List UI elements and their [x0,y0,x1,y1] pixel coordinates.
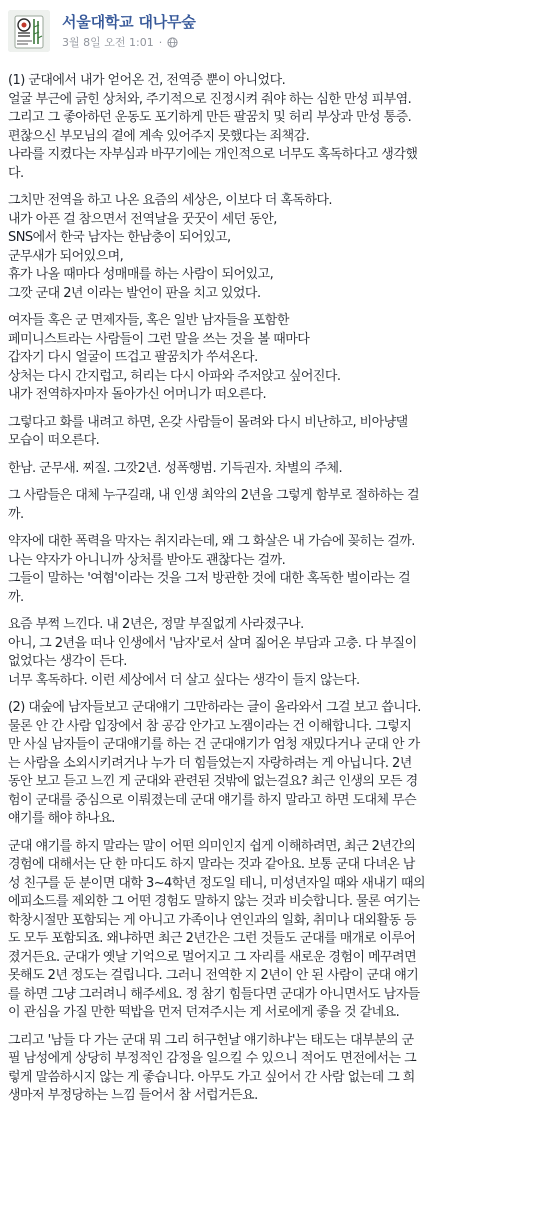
post-text-line: 이 관심을 가질 만한 떡밥을 먼저 던져주시는 게 서로에게 좋을 것 같네요. [8,1005,400,1020]
post-text-line: 까. [8,589,24,605]
post-text-line: 졌거든요. 군대가 옛날 기억으로 멀어지고 그 자리를 새로운 경험이 메꾸려면 [8,949,417,965]
post-text-line: 한남. 군무새. 찌질. 그깟2년. 성폭행범. 기득권자. 차별의 주체. [8,460,343,476]
post-text-line: 너무 혹독하다. 이런 세상에서 더 살고 싶다는 생각이 들지 않는다. [8,672,360,688]
post-text-line: 그깟 군대 2년 이라는 발언이 판을 치고 있었다. [8,285,261,301]
post-text-line: 군무새가 되어있으며, [8,248,124,264]
post-text-line: 휴가 나올 때마다 성매매를 하는 사람이 되어있고, [8,267,274,282]
post-text-line: 학창시절만 포함되는 게 아니고 가족이나 연인과의 일화, 취미나 대외활동 등 [8,912,417,928]
post-text-line: 그치만 전역을 하고 나온 요즘의 세상은, 이보다 더 혹독하다. [8,193,333,208]
post-paragraph [8,838,536,1023]
post-paragraph [8,533,536,607]
post-text-line: 도 모두 포함되죠. 왜냐하면 최근 2년간은 그런 것들도 군대를 매개로 이루어 [8,931,416,946]
post-paragraph [8,192,536,303]
post-text-line: 그리고 '남들 다 가는 군대 뭐 그리 허구헌날 얘기하냐'는 태도는 대부분의 군 [8,1032,414,1048]
post-text-line: 나는 약자가 아니니까 상처를 받아도 괜찮다는 걸까. [8,552,286,568]
post-text-line: 는 사람을 소외시키려거나 누가 더 힘들었는지 자랑하려는 게 아닙니다. 2년 [8,755,412,771]
post-text-line: 렇게 말씀하시지 않는 게 좋습니다. 아무도 가고 싶어서 간 사람 없는데 그 희 [8,1069,415,1085]
post-paragraph [8,616,536,690]
globe-icon[interactable] [167,37,178,48]
post-text-line: 를 하면 그냥 그러려니 해주세요. 정 참기 힘들다면 군대가 아니면서도 남자들 [8,986,420,1002]
post-paragraph [8,699,536,829]
post-text-line: 험이 군대를 중심으로 이뤄졌는데 군대 얘기를 하지 말라고 하면 도대체 무슨 [8,792,417,808]
post-text-line: 여자들 혹은 군 면제자들, 혹은 일반 남자들을 포함한 [8,313,289,328]
post-body [8,72,536,1115]
post-text-line: 페미니스트라는 사람들이 그런 말을 쓰는 것을 볼 때마다 [8,331,310,347]
post-text-line: SNS에서 한국 남자는 한남충이 되어있고, [8,230,231,245]
post-text-line: 그 사람들은 대체 누구길래, 내 인생 최악의 2년을 그렇게 함부로 절하하는 걸 [8,488,419,503]
post-text-line: 까. [8,506,24,522]
post-text-line: 편찮으신 부모님의 곁에 계속 있어주지 못했다는 죄책감. [8,128,310,144]
post-text-line: 필 남성에게 상당히 부정적인 감정을 일으킬 수 있으니 적어도 면전에서는 그 [8,1051,417,1066]
post-text-line: 다. [8,165,24,181]
page-name-link[interactable]: 서울대학교 대나무숲 [62,13,196,31]
post-timestamp[interactable]: 3월 8일 오전 1:01 [62,36,154,49]
post-text-line: 갑자기 다시 얼굴이 뜨겁고 팔꿈치가 쑤셔온다. [8,350,258,365]
post-text-line: 생마저 부정당하는 느낌 들어서 참 서럽거든요. [8,1088,258,1103]
post-header [8,10,528,58]
post-text-line: 얘기를 해야 하나요. [8,811,115,826]
post-text-line: 못해도 2년 정도는 걸립니다. 그러니 전역한 지 2년이 안 된 사람이 군대 얘기 [8,968,419,983]
post-text-line: 내가 전역하자마자 돌아가신 어머니가 떠오른다. [8,387,267,402]
bamboo-logo-icon [8,10,50,52]
post-text-line: 아니, 그 2년을 떠나 인생에서 '남자'로서 살며 짊어온 부담과 고충. 다 부질이 [8,635,417,651]
post-text-line: 에피소드를 제외한 그 어떤 경험도 말하지 않는 것과 비슷합니다. 물론 여기는 [8,894,420,909]
post-text-line: 모습이 떠오른다. [8,433,100,448]
post-text-line: 요즘 부쩍 느낀다. 내 2년은, 정말 부질없게 사라졌구나. [8,617,304,632]
post-text-line: 그렇다고 화를 내려고 하면, 온갖 사람들이 몰려와 다시 비난하고, 비아냥댈 [8,414,408,430]
post-paragraph [8,460,536,479]
post-text-line: 나라를 지켰다는 자부심과 바꾸기에는 개인적으로 너무도 혹독하다고 생각했 [8,147,418,162]
page-avatar[interactable] [8,10,50,52]
post-text-line: 만 사실 남자들이 군대얘기를 하는 건 군대얘기가 엄청 재밌다거나 군대 안 가 [8,737,420,752]
post-paragraph [8,1032,536,1106]
post-meta [62,34,178,50]
post-text-line: 상처는 다시 간지럽고, 허리는 다시 아파와 주저앉고 싶어진다. [8,368,341,384]
post-paragraph [8,487,536,524]
post-text-line: 없었다는 생각이 든다. [8,654,127,669]
post-text-line: 그들이 말하는 '여혐'이라는 것을 그저 방관한 것에 대한 혹독한 벌이라는 걸 [8,571,411,586]
post-text-line: 얼굴 부근에 긁힌 상처와, 주기적으로 진정시켜 줘야 하는 심한 만성 피부염. [8,91,412,107]
post-text-line: 성 친구를 둔 분이면 대학 3~4학년 정도일 테니, 미성년자일 때와 새내기 때의 [8,875,426,891]
post-text-line: 그리고 그 좋아하던 운동도 포기하게 만든 팔꿈치 및 허리 부상과 만성 통증. [8,110,412,125]
post-text-line: 군대 얘기를 하지 말라는 말이 어떤 의미인지 쉽게 이해하려면, 최근 2년간의 [8,838,416,854]
post-paragraph [8,414,536,451]
post-text-line: (1) 군대에서 내가 얻어온 건, 전역증 뿐이 아니었다. [8,73,286,88]
post-paragraph [8,312,536,405]
post-text-line: (2) 대숲에 남자들보고 군대얘기 그만하라는 글이 올라와서 그걸 보고 씁니다. [8,700,421,715]
meta-separator: · [158,35,163,49]
post-text-line: 물론 안 간 사람 입장에서 참 공감 안가고 노잼이라는 건 이해합니다. 그렇지 [8,718,412,734]
post-text-line: 경험에 대해서는 단 한 마디도 하지 말라는 것과 같아요. 보통 군대 다녀온 남 [8,857,415,872]
post-text-line: 동안 보고 듣고 느낀 게 군대와 관련된 것밖에 없는걸요? 최근 인생의 모든 경 [8,774,418,789]
post-paragraph [8,72,536,183]
post-text-line: 약자에 대한 폭력을 막자는 취지라는데, 왜 그 화살은 내 가슴에 꽂히는 걸까. [8,534,415,549]
post-text-line: 내가 아픈 걸 참으면서 전역날을 꿋꿋이 세던 동안, [8,211,277,227]
